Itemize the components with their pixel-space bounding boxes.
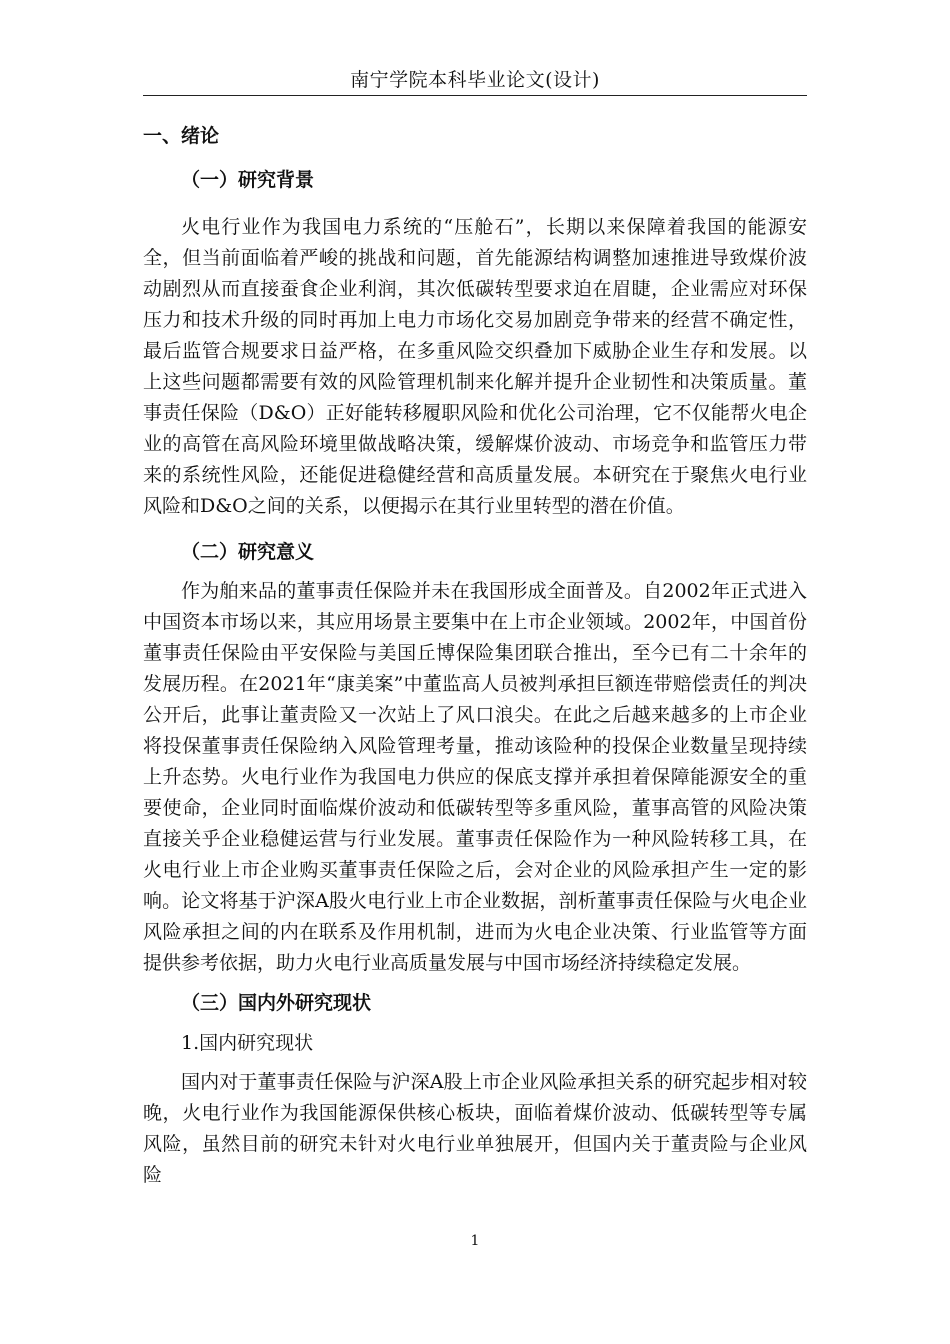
header-divider — [143, 95, 807, 96]
section-heading-significance: （二）研究意义 — [181, 541, 315, 563]
page-number: 1 — [470, 1233, 480, 1249]
chapter-heading: 一、绪论 — [143, 125, 220, 147]
section-heading-research-status: （三）国内外研究现状 — [181, 992, 372, 1014]
section-heading-background: （一）研究背景 — [181, 169, 315, 191]
paragraph-background: 火电行业作为我国电力系统的“压舱石”，长期以来保障着我国的能源安全，但当前面临着严峻的挑战和问题，首先能源结构调整加速推进导致煤价波动剧烈从而直接蚕食企业利润，其次低碳转型要求迫在眉睫，企业需应对环保压力和技术升级的同时再加上电力市场化交易加剧竞争带来的经营不确定性，最后监管合规要求日益严格，在多重风险交织叠加下威胁企业生存和发展。以上这些问题都需要有效的风险管理机制来化解并提升企业韧性和决策质量。董事责任保险（D&O）正好能转移履职风险和优化公司治理，它不仅能帮火电企业的高管在高风险环境里做战略决策，缓解煤价波动、市场竞争和监管压力带来的系统性风险，还能促进稳健经营和高质量发展。本研究在于聚焦火电行业风险和D&O之间的关系，以便揭示在其行业里转型的潜在价值。 — [143, 216, 807, 517]
document-body — [143, 118, 807, 1191]
page-header-title: 南宁学院本科毕业论文(设计) — [350, 69, 600, 91]
subsection-heading-domestic: 1.国内研究现状 — [181, 1032, 314, 1054]
paragraph-significance: 作为舶来品的董事责任保险并未在我国形成全面普及。自2002年正式进入中国资本市场以来，其应用场景主要集中在上市企业领域。2002年，中国首份董事责任保险由平安保险与美国丘博保险集团联合推出，至今已有二十余年的发展历程。在2021年“康美案”中董监高人员被判承担巨额连带赔偿责任的判决公开后，此事让董责险又一次站上了风口浪尖。在此之后越来越多的上市企业将投保董事责任保险纳入风险管理考量，推动该险种的投保企业数量呈现持续上升态势。火电行业作为我国电力供应的保底支撑并承担着保障能源安全的重要使命，企业同时面临煤价波动和低碳转型等多重风险，董事高管的风险决策直接关乎企业稳健运营与行业发展。董事责任保险作为一种风险转移工具，在火电行业上市企业购买董事责任保险之后，会对企业的风险承担产生一定的影响。论文将基于沪深A股火电行业上市企业数据，剖析董事责任保险与火电企业风险承担之间的内在联系及作用机制，进而为火电企业决策、行业监管等方面提供参考依据，助力火电行业高质量发展与中国市场经济持续稳定发展。 — [143, 580, 807, 974]
paragraph-domestic: 国内对于董事责任保险与沪深A股上市企业风险承担关系的研究起步相对较晚，火电行业作为我国能源保供核心板块，面临着煤价波动、低碳转型等专属风险，虽然目前的研究未针对火电行业单独展开，但国内关于董责险与企业风险 — [143, 1071, 807, 1186]
